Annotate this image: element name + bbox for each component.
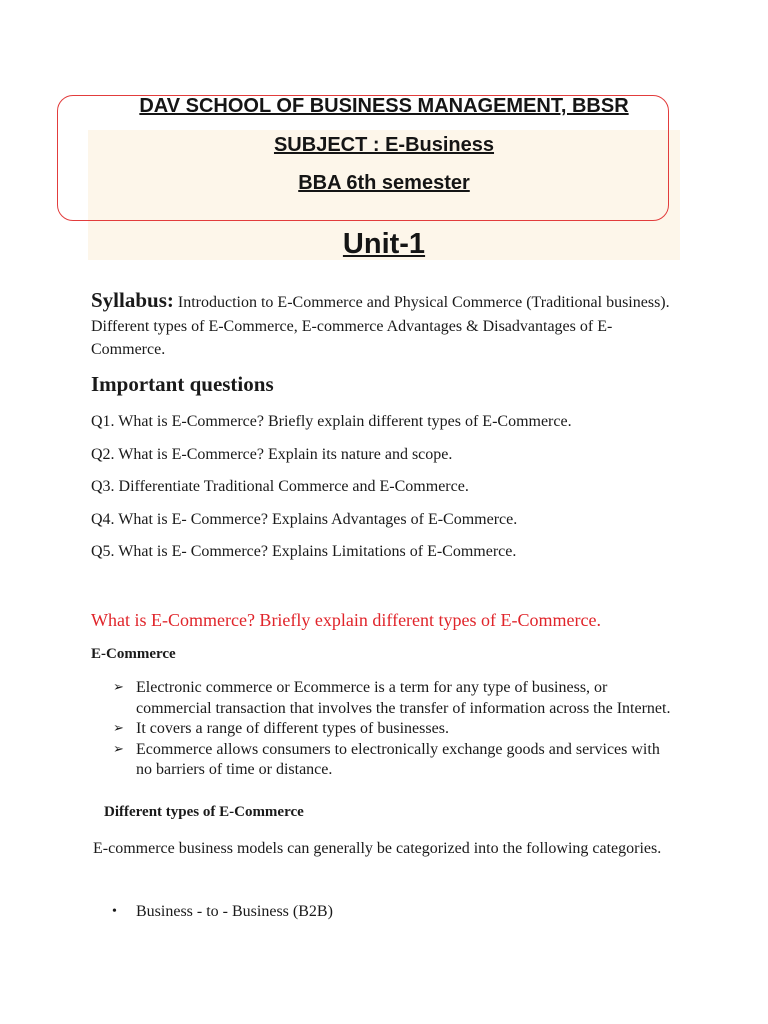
question-list <box>91 412 572 575</box>
types-intro-paragraph: E-commerce business models can generally be categorized into the following categories. <box>93 840 662 857</box>
arrow-bullet-icon: ➢ <box>113 680 124 695</box>
dot-bullet-icon: • <box>112 904 117 919</box>
types-heading: Different types of E-Commerce <box>104 804 304 820</box>
unit-title: Unit-1 <box>342 228 426 260</box>
question-item: Q2. What is E-Commerce? Explain its nature and scope. <box>91 445 453 463</box>
ecommerce-bullet-list <box>113 678 673 781</box>
semester-title: BBA 6th semester <box>298 172 470 194</box>
bullet-item <box>113 678 673 719</box>
bullet-item <box>113 719 673 740</box>
answer-question-heading: What is E-Commerce? Briefly explain different types of E-Commerce. <box>91 610 601 630</box>
arrow-bullet-icon: ➢ <box>113 721 124 736</box>
bullet-text: Ecommerce allows consumers to electronically exchange goods and services with no barriers of time or distance. <box>136 740 660 778</box>
question-item: Q3. Differentiate Traditional Commerce and E-Commerce. <box>91 478 469 496</box>
type-text: Business - to - Business (B2B) <box>136 903 333 920</box>
important-questions-heading: Important questions <box>91 372 274 396</box>
subject-title: SUBJECT : E-Business <box>273 134 495 156</box>
syllabus-label: Syllabus: <box>91 288 174 312</box>
arrow-bullet-icon: ➢ <box>113 741 124 757</box>
question-item: Q4. What is E- Commerce? Explains Advantages of E-Commerce. <box>91 510 518 528</box>
school-name: DAV SCHOOL OF BUSINESS MANAGEMENT, BBSR <box>139 95 629 117</box>
bullet-text: It covers a range of different types of businesses. <box>136 720 449 737</box>
bullet-text: Electronic commerce or Ecommerce is a term for any type of business, or commercial transaction that involves the transfer of information across the Internet. <box>136 679 671 717</box>
type-item <box>112 902 333 922</box>
ecommerce-heading: E-Commerce <box>91 646 176 662</box>
types-list <box>112 902 333 922</box>
question-item: Q1. What is E-Commerce? Briefly explain different types of E-Commerce. <box>91 413 572 430</box>
question-item: Q5. What is E- Commerce? Explains Limitations of E-Commerce. <box>91 543 517 561</box>
bullet-item <box>113 740 673 781</box>
syllabus-text: Introduction to E-Commerce and Physical Commerce (Traditional business). Different types of E-Commerce, E-commerce Advantages & Disadvantages of E-Commerce. <box>91 294 670 358</box>
syllabus-paragraph <box>91 289 681 362</box>
